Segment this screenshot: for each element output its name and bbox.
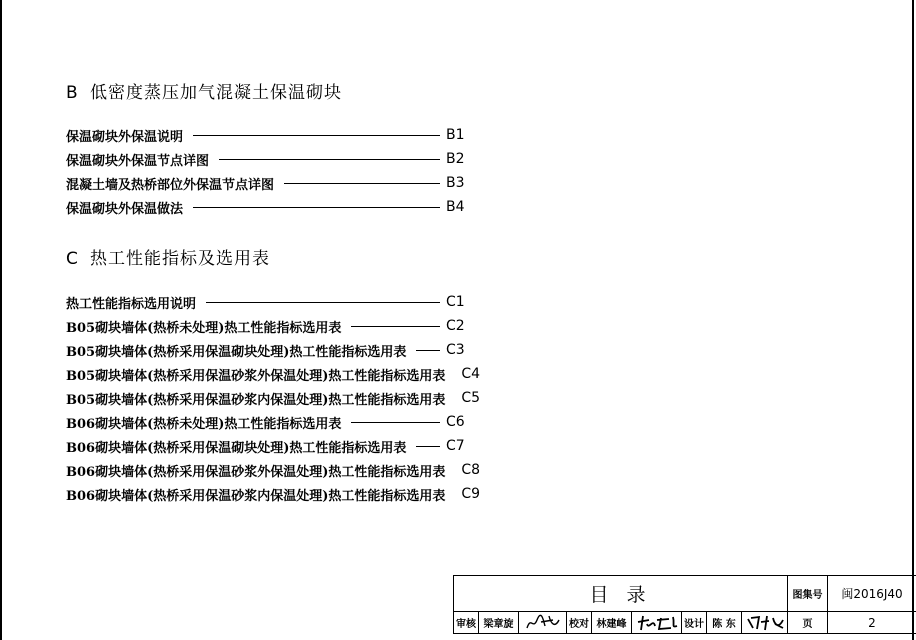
leader-line <box>284 183 440 184</box>
toc-item-b3[interactable] <box>66 172 466 194</box>
toc-item-code: B2 <box>446 151 465 167</box>
title-block <box>453 575 916 634</box>
review-label: 审核 <box>454 612 479 634</box>
reviewer-signature <box>519 612 567 634</box>
leader-line <box>351 422 440 423</box>
toc-item-label: 保温砌块外保温说明 <box>66 129 184 145</box>
toc-item-c5[interactable] <box>66 387 481 409</box>
leader-line <box>416 350 440 351</box>
toc-item-label: B06砌块墙体(热桥采用保温砂浆内保温处理)热工性能指标选用表 <box>66 488 446 504</box>
toc-item-code: C1 <box>446 294 465 310</box>
toc-item-code: C8 <box>461 462 481 478</box>
toc-item-code: C5 <box>461 390 481 406</box>
designer-signature <box>742 612 788 634</box>
toc-item-label: B06砌块墙体(热桥采用保温砂浆外保温处理)热工性能指标选用表 <box>66 464 446 480</box>
toc-item-c2[interactable] <box>66 315 466 337</box>
section-b-title: 低密度蒸压加气混凝土保温砌块 <box>90 83 342 103</box>
page-number: 2 <box>828 612 916 634</box>
toc-item-label: 保温砌块外保温做法 <box>66 201 184 217</box>
toc-item-label: B05砌块墙体(热桥采用保温砂浆内保温处理)热工性能指标选用表 <box>66 392 446 408</box>
page-label: 页 <box>788 612 828 634</box>
toc-item-c1[interactable] <box>66 291 466 313</box>
toc-item-label: B05砌块墙体(热桥未处理)热工性能指标选用表 <box>66 320 342 336</box>
designer-name: 陈 东 <box>707 612 742 634</box>
toc-item-label: 混凝土墙及热桥部位外保温节点详图 <box>66 177 275 193</box>
section-c-letter: C <box>66 249 79 269</box>
toc-item-c7[interactable] <box>66 435 466 457</box>
toc-item-label: B06砌块墙体(热桥采用保温砌块处理)热工性能指标选用表 <box>66 440 407 456</box>
section-c-heading <box>66 244 270 269</box>
leader-line <box>206 302 440 303</box>
toc-item-code: B1 <box>446 127 465 143</box>
leader-line <box>416 446 440 447</box>
toc-item-code: C6 <box>446 414 465 430</box>
toc-item-code: C4 <box>461 366 481 382</box>
toc-item-label: 保温砌块外保温节点详图 <box>66 153 210 169</box>
check-label: 校对 <box>567 612 592 634</box>
section-b-heading <box>66 78 342 103</box>
section-b-letter: B <box>66 83 79 103</box>
leader-line <box>219 159 440 160</box>
toc-item-c3[interactable] <box>66 339 466 361</box>
toc-item-code: C3 <box>446 342 465 358</box>
atlas-no: 闽2016J40 <box>828 576 916 612</box>
toc-item-code: B4 <box>446 199 465 215</box>
atlas-no-label: 图集号 <box>788 576 828 612</box>
toc-item-b2[interactable] <box>66 148 466 170</box>
checker-signature <box>632 612 682 634</box>
drawing-title: 目 录 <box>454 576 788 612</box>
toc-item-label: B05砌块墙体(热桥采用保温砂浆外保温处理)热工性能指标选用表 <box>66 368 446 384</box>
checker-name: 林建峰 <box>592 612 632 634</box>
leader-line <box>193 207 440 208</box>
toc-item-c6[interactable] <box>66 411 466 433</box>
toc-item-label: B06砌块墙体(热桥未处理)热工性能指标选用表 <box>66 416 342 432</box>
toc-item-code: B3 <box>446 175 465 191</box>
toc-item-code: C2 <box>446 318 465 334</box>
leader-line <box>193 135 440 136</box>
toc-item-code: C7 <box>446 438 465 454</box>
section-c-title: 热工性能指标及选用表 <box>90 249 270 269</box>
toc-item-c9[interactable] <box>66 483 481 505</box>
toc-item-c8[interactable] <box>66 459 481 481</box>
toc-item-b4[interactable] <box>66 196 466 218</box>
toc-item-b1[interactable] <box>66 124 466 146</box>
toc-item-code: C9 <box>461 486 481 502</box>
design-label: 设计 <box>682 612 707 634</box>
toc-item-c4[interactable] <box>66 363 481 385</box>
reviewer-name: 梁章旋 <box>479 612 519 634</box>
toc-item-label: B05砌块墙体(热桥采用保温砌块处理)热工性能指标选用表 <box>66 344 407 360</box>
leader-line <box>351 326 440 327</box>
toc-item-label: 热工性能指标选用说明 <box>66 296 197 312</box>
